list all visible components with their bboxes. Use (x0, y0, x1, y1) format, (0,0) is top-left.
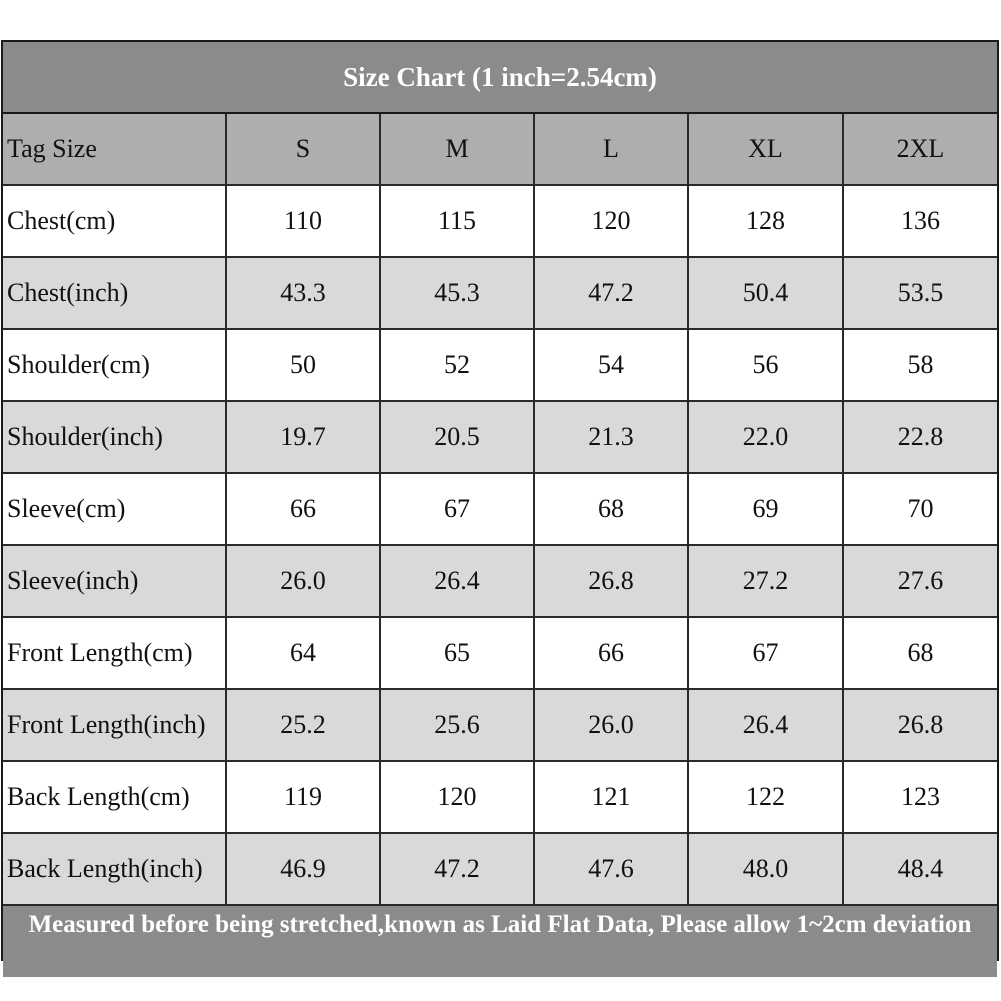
table-cell: 26.0 (534, 689, 688, 761)
header-size: 2XL (843, 114, 997, 185)
table-cell: 25.2 (226, 689, 380, 761)
row-label: Sleeve(cm) (3, 473, 226, 545)
table-row (3, 617, 997, 689)
table-cell: 27.6 (843, 545, 997, 617)
row-label: Chest(inch) (3, 257, 226, 329)
table-cell: 68 (534, 473, 688, 545)
table-cell: 64 (226, 617, 380, 689)
table-row (3, 401, 997, 473)
table-cell: 68 (843, 617, 997, 689)
table-row (3, 689, 997, 761)
table-cell: 26.0 (226, 545, 380, 617)
table-cell: 22.8 (843, 401, 997, 473)
row-label: Front Length(inch) (3, 689, 226, 761)
chart-title: Size Chart (1 inch=2.54cm) (3, 42, 997, 114)
table-cell: 21.3 (534, 401, 688, 473)
size-chart (1, 40, 999, 961)
header-size: M (380, 114, 534, 185)
table-cell: 48.4 (843, 833, 997, 905)
table-row (3, 473, 997, 545)
table-cell: 66 (226, 473, 380, 545)
table-cell: 56 (688, 329, 843, 401)
size-table (3, 114, 997, 906)
table-row (3, 257, 997, 329)
table-row (3, 545, 997, 617)
table-cell: 27.2 (688, 545, 843, 617)
row-label: Front Length(cm) (3, 617, 226, 689)
row-label: Shoulder(inch) (3, 401, 226, 473)
row-label: Back Length(inch) (3, 833, 226, 905)
row-label: Chest(cm) (3, 185, 226, 257)
table-cell: 50.4 (688, 257, 843, 329)
table-cell: 53.5 (843, 257, 997, 329)
table-row (3, 761, 997, 833)
table-cell: 136 (843, 185, 997, 257)
table-cell: 26.8 (534, 545, 688, 617)
table-cell: 69 (688, 473, 843, 545)
table-cell: 120 (380, 761, 534, 833)
table-cell: 47.6 (534, 833, 688, 905)
table-cell: 123 (843, 761, 997, 833)
table-cell: 48.0 (688, 833, 843, 905)
table-cell: 22.0 (688, 401, 843, 473)
table-cell: 70 (843, 473, 997, 545)
table-cell: 119 (226, 761, 380, 833)
table-cell: 67 (688, 617, 843, 689)
header-size: S (226, 114, 380, 185)
table-cell: 128 (688, 185, 843, 257)
row-label: Back Length(cm) (3, 761, 226, 833)
table-cell: 120 (534, 185, 688, 257)
header-row (3, 114, 997, 185)
table-row (3, 833, 997, 905)
size-table-body (3, 114, 997, 905)
table-cell: 65 (380, 617, 534, 689)
table-cell: 19.7 (226, 401, 380, 473)
table-cell: 45.3 (380, 257, 534, 329)
table-cell: 47.2 (534, 257, 688, 329)
table-cell: 115 (380, 185, 534, 257)
table-cell: 67 (380, 473, 534, 545)
table-cell: 26.4 (688, 689, 843, 761)
header-size: XL (688, 114, 843, 185)
table-cell: 110 (226, 185, 380, 257)
table-row (3, 185, 997, 257)
header-size: L (534, 114, 688, 185)
table-cell: 66 (534, 617, 688, 689)
table-cell: 25.6 (380, 689, 534, 761)
table-cell: 50 (226, 329, 380, 401)
table-cell: 20.5 (380, 401, 534, 473)
table-cell: 26.4 (380, 545, 534, 617)
row-label: Shoulder(cm) (3, 329, 226, 401)
row-label: Sleeve(inch) (3, 545, 226, 617)
table-cell: 54 (534, 329, 688, 401)
header-label: Tag Size (3, 114, 226, 185)
table-cell: 43.3 (226, 257, 380, 329)
table-cell: 52 (380, 329, 534, 401)
table-cell: 122 (688, 761, 843, 833)
table-cell: 58 (843, 329, 997, 401)
table-cell: 47.2 (380, 833, 534, 905)
table-cell: 26.8 (843, 689, 997, 761)
measurement-note: Measured before being stretched,known as Laid Flat Data, Please allow 1~2cm deviation (3, 906, 997, 977)
table-row (3, 329, 997, 401)
table-cell: 46.9 (226, 833, 380, 905)
table-cell: 121 (534, 761, 688, 833)
